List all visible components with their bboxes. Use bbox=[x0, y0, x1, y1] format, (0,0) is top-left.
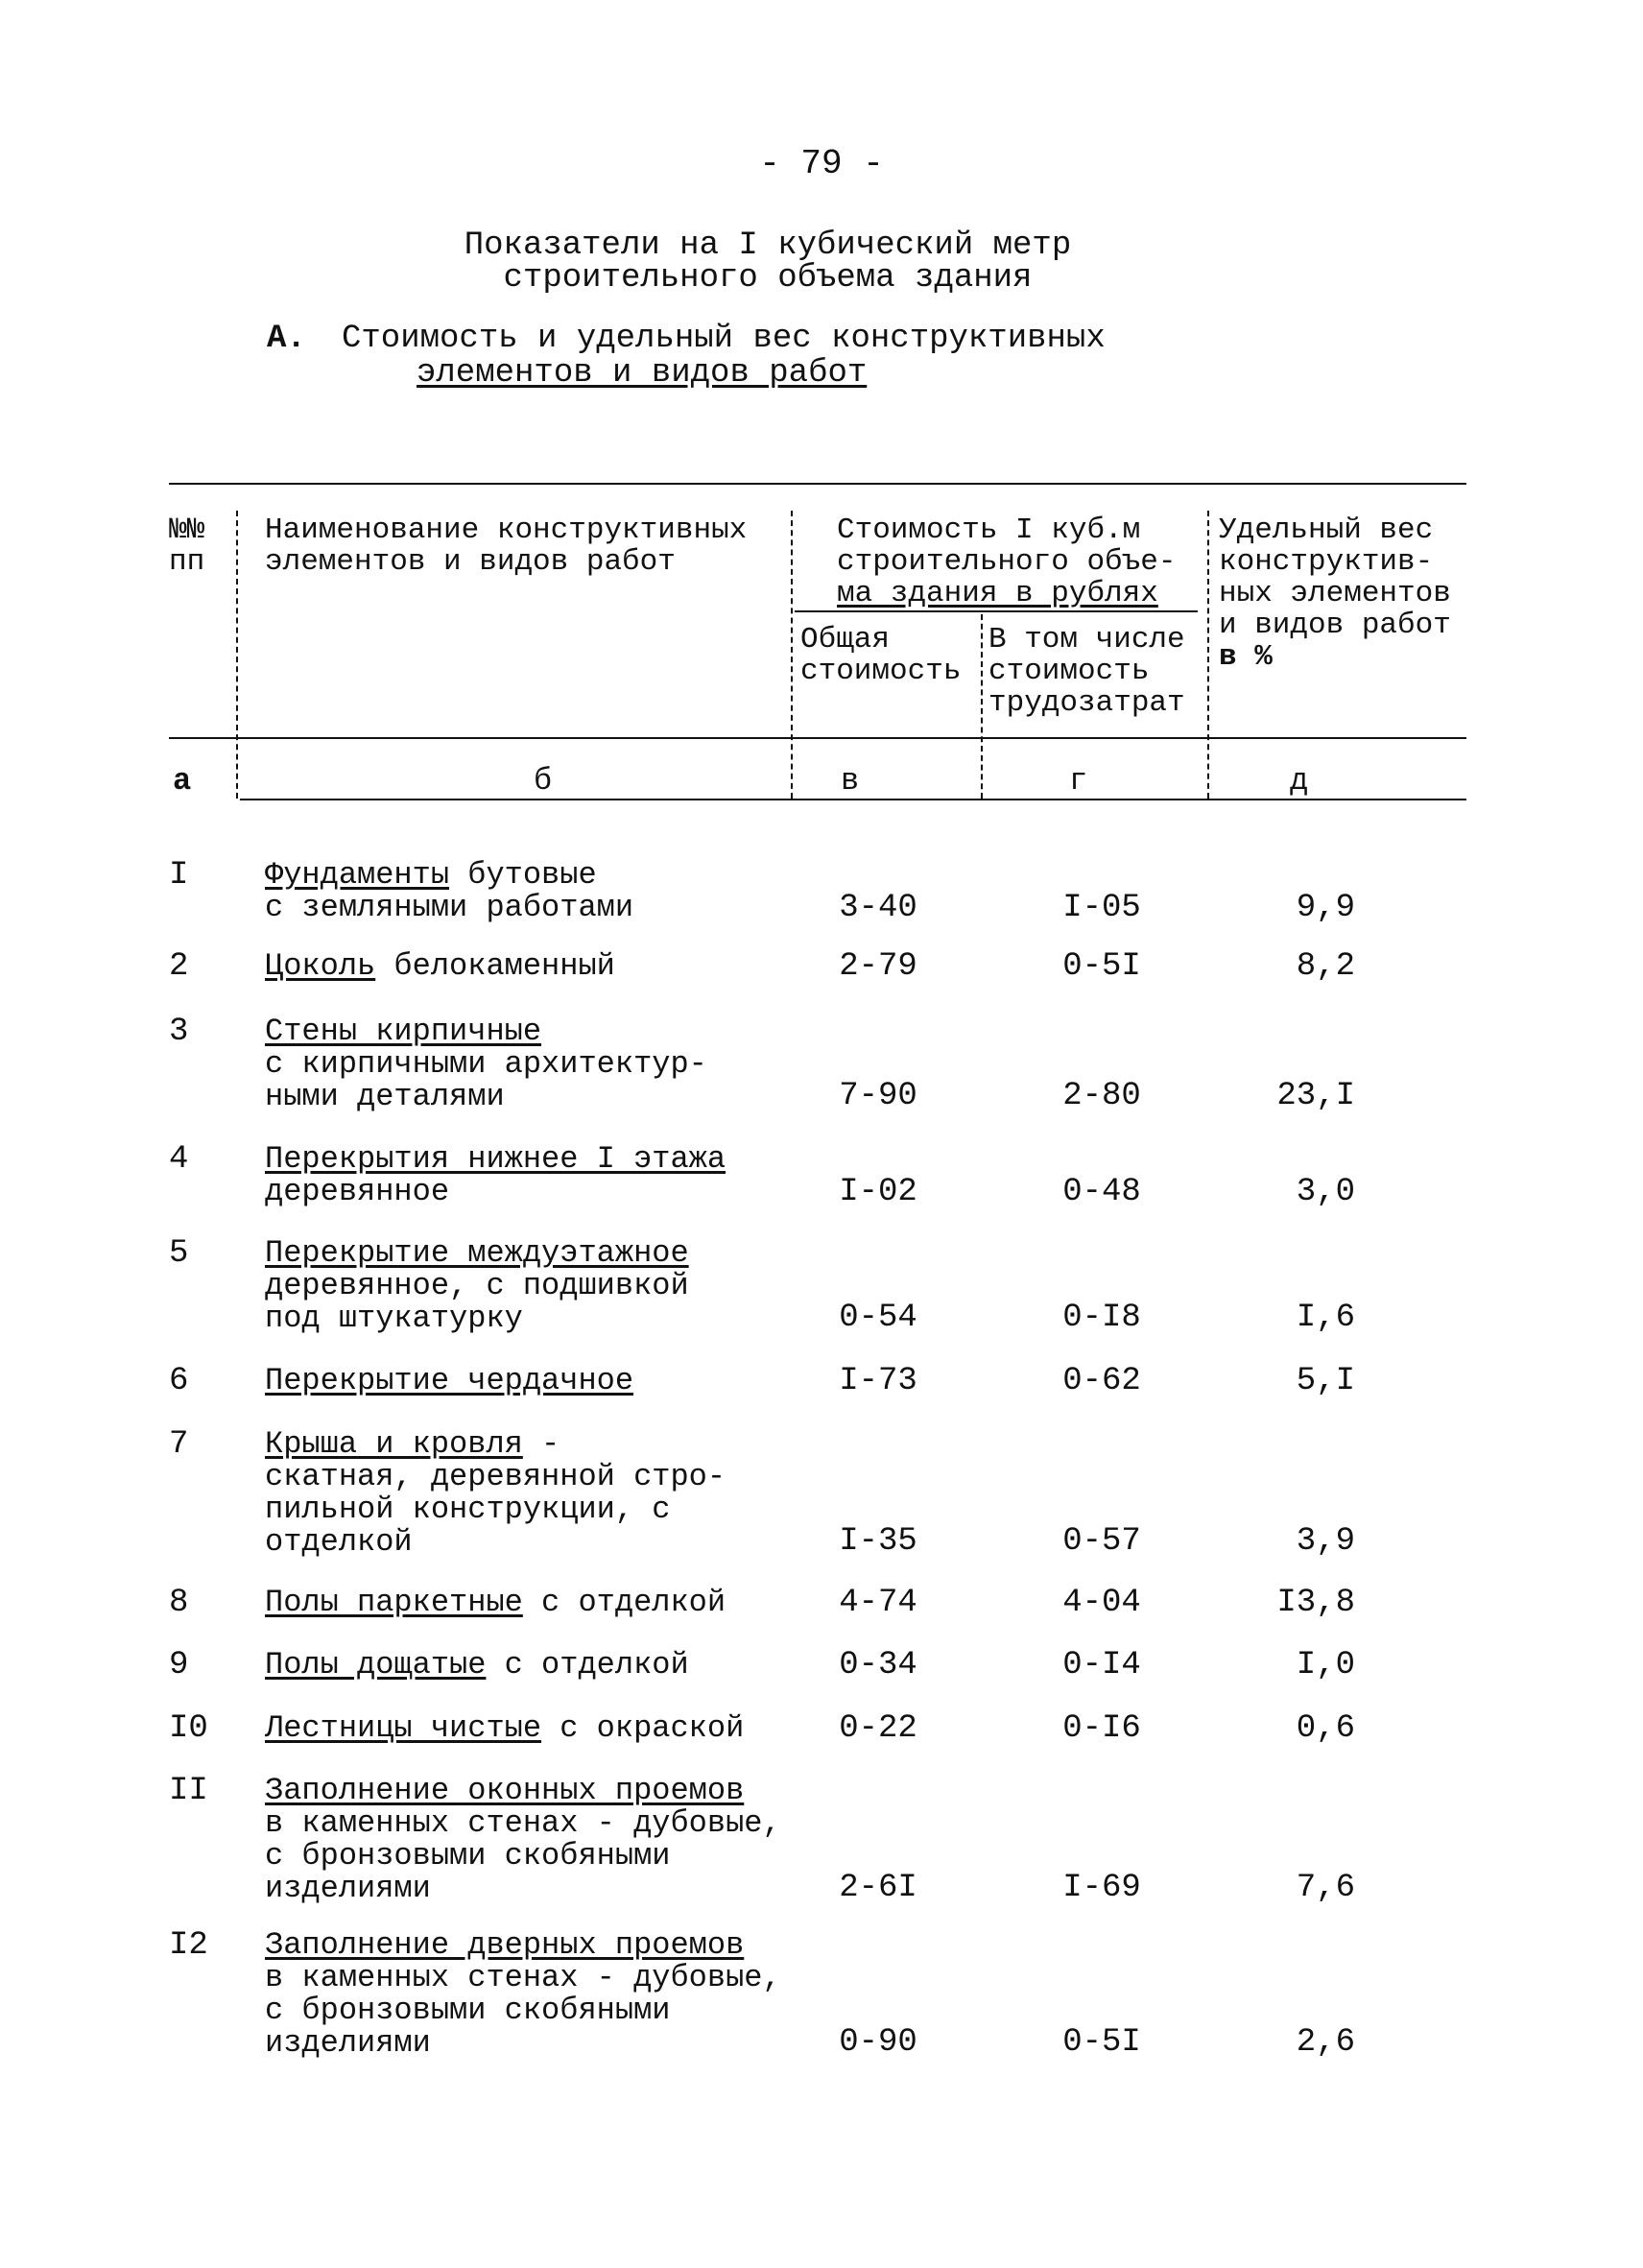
row-name-lead: Заполнение дверных проемов bbox=[265, 1927, 745, 1963]
column-divider-1 bbox=[236, 511, 238, 799]
row-total-cost: 7-90 bbox=[839, 1078, 917, 1114]
row-element-name bbox=[265, 950, 615, 983]
row-labor-cost: 0-48 bbox=[1062, 1173, 1141, 1210]
row-element-name bbox=[265, 1015, 707, 1113]
row-labor-cost: 0-5I bbox=[1062, 2023, 1141, 2061]
row-name-lead: Цоколь bbox=[265, 948, 376, 984]
row-labor-cost: I-05 bbox=[1062, 889, 1141, 926]
page-title-line-1: Показатели на I кубический метр bbox=[464, 227, 1072, 264]
header-name: Наименование конструктивных элементов и видов работ bbox=[265, 513, 748, 579]
row-name-line: в каменных стенах - дубовые, bbox=[265, 1960, 781, 1995]
column-letter-a: а bbox=[173, 763, 192, 799]
row-name-rest: - bbox=[522, 1426, 560, 1462]
row-total-cost: 3-40 bbox=[839, 889, 917, 926]
row-labor-cost: 0-I8 bbox=[1062, 1300, 1141, 1336]
row-labor-cost: 0-57 bbox=[1062, 1522, 1141, 1560]
row-name-lead: Перекрытие междуэтажное bbox=[265, 1235, 689, 1271]
row-labor-cost: I-69 bbox=[1062, 1869, 1141, 1906]
row-name-lead: Перекрытие чердачное bbox=[265, 1363, 634, 1398]
column-divider-2 bbox=[791, 511, 793, 799]
row-labor-cost: 4-04 bbox=[1062, 1585, 1141, 1621]
row-element-name bbox=[265, 1775, 781, 1905]
column-letter-d: д bbox=[1290, 763, 1309, 799]
section-heading-line-1: Стоимость и удельный вес конструктивных bbox=[342, 321, 1106, 357]
row-name-line: изделиями bbox=[265, 1871, 431, 1906]
row-element-name bbox=[265, 1587, 726, 1619]
row-number: 9 bbox=[169, 1647, 189, 1683]
row-weight-percent: 8,2 bbox=[1296, 948, 1355, 985]
row-total-cost: I-73 bbox=[839, 1363, 917, 1399]
row-number: 4 bbox=[169, 1141, 189, 1178]
row-name-rest: с отделкой bbox=[486, 1647, 689, 1683]
row-total-cost: 2-79 bbox=[839, 948, 917, 985]
row-weight-percent: 23,I bbox=[1276, 1078, 1355, 1114]
row-weight-percent: 9,9 bbox=[1296, 889, 1355, 926]
row-number: II bbox=[169, 1773, 208, 1809]
row-name-line: деревянное, с подшивкой bbox=[265, 1268, 689, 1303]
table-top-rule bbox=[169, 483, 1466, 485]
header-labor-cost: В том числе стоимость трудозатрат bbox=[988, 623, 1185, 720]
row-element-name bbox=[265, 1712, 744, 1745]
row-name-lead: Стены кирпичные bbox=[265, 1014, 542, 1049]
page-number: - 79 - bbox=[759, 144, 884, 183]
row-element-name bbox=[265, 1428, 726, 1559]
row-labor-cost: 2-80 bbox=[1062, 1078, 1141, 1114]
row-name-line: ными деталями bbox=[265, 1079, 505, 1114]
section-marker: А. bbox=[267, 321, 306, 357]
column-letter-b: б bbox=[534, 763, 553, 799]
row-total-cost: 4-74 bbox=[839, 1585, 917, 1621]
row-number: I0 bbox=[169, 1710, 208, 1747]
header-cost-group: Стоимость I куб.м строительного объе- ма здания в рублях bbox=[837, 513, 1177, 610]
row-element-name bbox=[265, 1365, 633, 1397]
row-number: 7 bbox=[169, 1426, 189, 1463]
row-number: 2 bbox=[169, 948, 189, 985]
row-name-line: с земляными работами bbox=[265, 890, 634, 925]
row-name-line: с бронзовыми скобяными bbox=[265, 1993, 671, 2028]
row-weight-percent: 7,6 bbox=[1296, 1869, 1355, 1906]
row-number: I2 bbox=[169, 1927, 208, 1964]
row-number: 8 bbox=[169, 1585, 189, 1621]
row-name-lead: Лестницы чистые bbox=[265, 1710, 542, 1746]
header-total-cost: Общая стоимость bbox=[800, 623, 962, 688]
row-name-line: с бронзовыми скобяными bbox=[265, 1838, 671, 1874]
row-name-lead: Фундаменты bbox=[265, 857, 450, 893]
row-name-line: деревянное bbox=[265, 1174, 450, 1209]
row-name-lead: Крыша и кровля bbox=[265, 1426, 523, 1462]
row-weight-percent: I,6 bbox=[1296, 1300, 1355, 1336]
row-name-line: в каменных стенах - дубовые, bbox=[265, 1805, 781, 1841]
row-element-name bbox=[265, 1237, 689, 1335]
row-weight-percent: 2,6 bbox=[1296, 2023, 1355, 2061]
row-name-lead: Полы паркетные bbox=[265, 1585, 523, 1620]
header-bottom-rule bbox=[169, 737, 1466, 739]
column-divider-3 bbox=[981, 614, 983, 799]
row-weight-percent: I3,8 bbox=[1276, 1585, 1355, 1621]
row-element-name bbox=[265, 1143, 726, 1208]
header-weight: Удельный вес конструктив- ных элементов и видов работ в % bbox=[1219, 513, 1451, 674]
row-element-name bbox=[265, 859, 633, 924]
row-name-rest: белокаменный bbox=[375, 948, 615, 984]
row-labor-cost: 0-I6 bbox=[1062, 1710, 1141, 1747]
row-name-line: отделкой bbox=[265, 1524, 413, 1560]
row-labor-cost: 0-5I bbox=[1062, 948, 1141, 985]
row-weight-percent: 5,I bbox=[1296, 1363, 1355, 1399]
column-letter-g: г bbox=[1069, 763, 1088, 799]
row-number: 3 bbox=[169, 1014, 189, 1050]
row-total-cost: 0-90 bbox=[839, 2023, 917, 2061]
row-total-cost: 0-22 bbox=[839, 1710, 917, 1747]
row-element-name bbox=[265, 1649, 689, 1682]
row-name-line: пильной конструкции, с bbox=[265, 1492, 671, 1527]
row-name-line: скатная, деревянной стро- bbox=[265, 1459, 726, 1494]
row-name-line: с кирпичными архитектур- bbox=[265, 1046, 707, 1082]
letters-bottom-rule bbox=[240, 799, 1466, 800]
page-title-line-2: строительного объема здания bbox=[503, 260, 1033, 297]
row-name-lead: Заполнение оконных проемов bbox=[265, 1773, 745, 1808]
row-total-cost: I-02 bbox=[839, 1173, 917, 1210]
row-name-rest: с отделкой bbox=[522, 1585, 726, 1620]
row-total-cost: 0-34 bbox=[839, 1647, 917, 1683]
row-name-line: изделиями bbox=[265, 2025, 431, 2061]
section-heading-line-2: элементов и видов работ bbox=[417, 355, 868, 392]
row-weight-percent: 3,9 bbox=[1296, 1522, 1355, 1560]
row-name-lead: Перекрытия нижнее I этажа bbox=[265, 1141, 726, 1177]
row-total-cost: 2-6I bbox=[839, 1869, 917, 1906]
column-divider-4 bbox=[1207, 511, 1209, 799]
row-name-line: под штукатурку bbox=[265, 1301, 523, 1336]
row-number: 6 bbox=[169, 1363, 189, 1399]
row-weight-percent: 0,6 bbox=[1296, 1710, 1355, 1747]
row-element-name bbox=[265, 1929, 781, 2060]
row-number: 5 bbox=[169, 1235, 189, 1272]
row-name-rest: бутовые bbox=[449, 857, 597, 893]
row-weight-percent: I,0 bbox=[1296, 1647, 1355, 1683]
row-weight-percent: 3,0 bbox=[1296, 1173, 1355, 1210]
row-labor-cost: 0-I4 bbox=[1062, 1647, 1141, 1683]
row-name-lead: Полы дощатые bbox=[265, 1647, 487, 1683]
header-num: №№ пп bbox=[169, 513, 205, 579]
row-total-cost: I-35 bbox=[839, 1522, 917, 1560]
row-number: I bbox=[169, 857, 189, 894]
cost-group-rule bbox=[795, 610, 1198, 612]
row-labor-cost: 0-62 bbox=[1062, 1363, 1141, 1399]
row-total-cost: 0-54 bbox=[839, 1300, 917, 1336]
column-letter-v: в bbox=[841, 763, 860, 799]
row-name-rest: с окраской bbox=[541, 1710, 745, 1746]
